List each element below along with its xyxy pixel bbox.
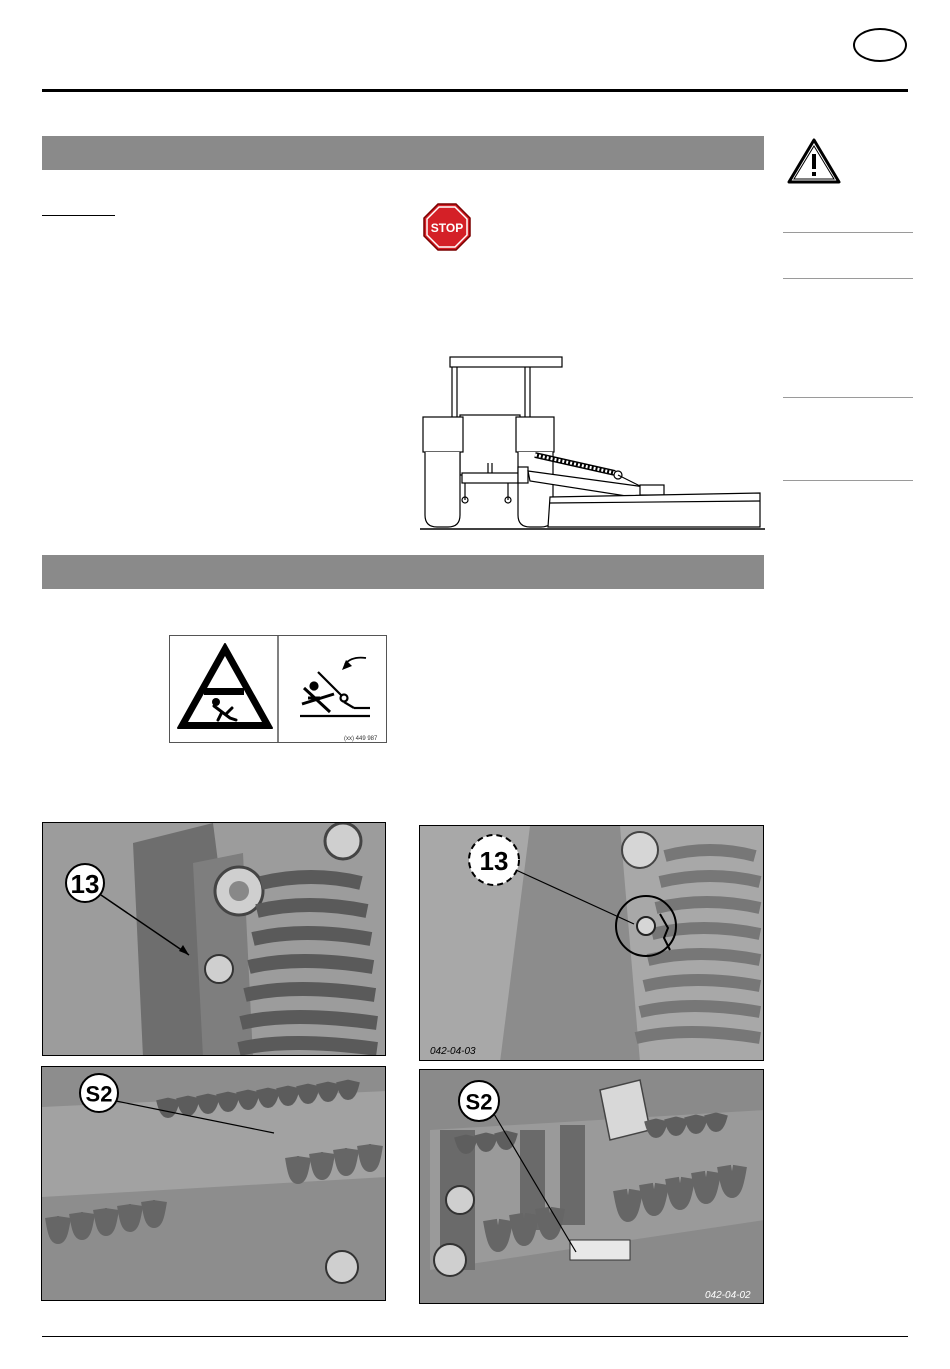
photo-3-graphic [42,1067,386,1301]
margin-rule [783,397,913,398]
tractor-mower-illustration [420,355,765,535]
photo-4-graphic [420,1070,764,1304]
photo-spring-s2-side [41,1066,386,1301]
warning-decal [169,635,387,743]
language-badge [853,28,907,62]
section-heading-2 [42,555,764,589]
photo-2-graphic [420,826,764,1061]
warning-triangle-icon [786,137,842,185]
crush-hazard-icon [178,644,272,728]
photo-spring-lock-closeup [42,822,386,1056]
photo-caption: 042-04-03 [430,1046,476,1057]
warning-decal-graphic [170,636,386,742]
keep-clear-icon [300,658,370,716]
stop-sign-icon [423,203,471,251]
footer-rule [42,1336,908,1337]
stop-sign-label: STOP [430,221,464,235]
margin-rule [783,278,913,279]
photo-1-graphic [43,823,386,1056]
photo-caption: 042-04-02 [705,1290,751,1301]
section-heading-1 [42,136,764,170]
callout-s2: S2 [85,1081,113,1107]
subheading-underline [42,215,115,216]
margin-rule [783,232,913,233]
decal-code: (xx) 449 987 [344,736,378,742]
header-rule [42,89,908,92]
photo-spring-s2-overview [419,1069,764,1304]
callout-s2: S2 [465,1089,493,1115]
callout-13: 13 [479,846,509,876]
photo-spring-lock-detail [419,825,764,1061]
margin-rule [783,480,913,481]
callout-13: 13 [70,869,100,899]
